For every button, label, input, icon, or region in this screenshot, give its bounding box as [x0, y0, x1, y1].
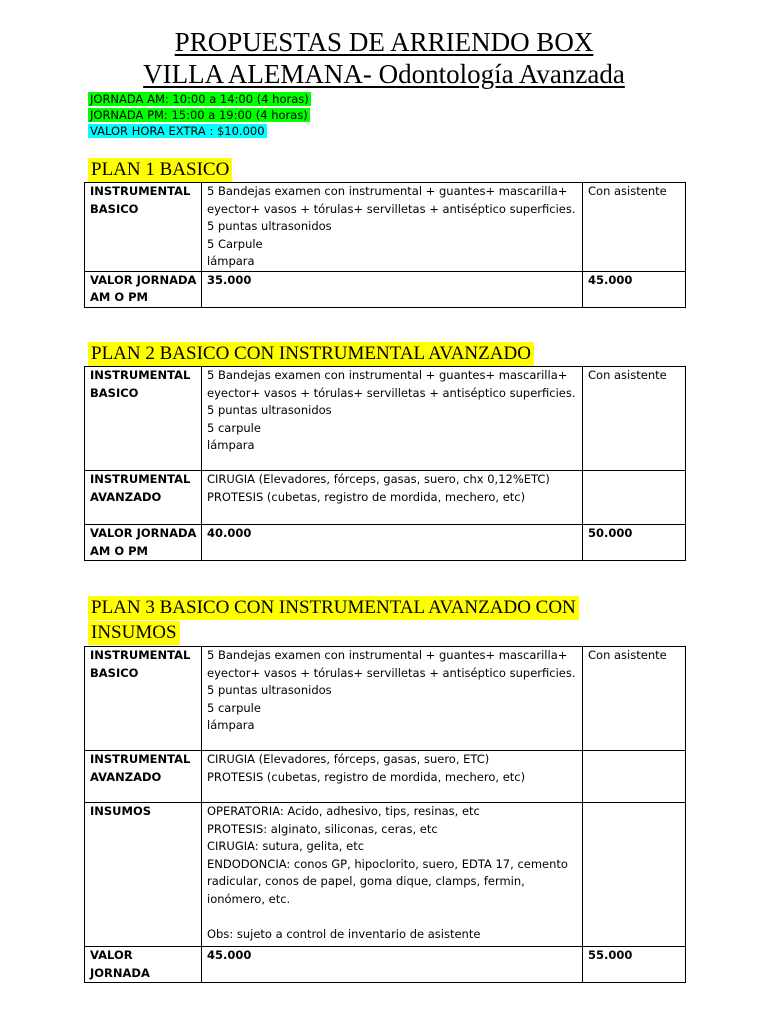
row-label: VALOR JORNADA AM O PM: [85, 271, 202, 307]
table-row: [85, 367, 686, 471]
plan2-table: [84, 366, 686, 561]
document-title-line1: PROPUESTAS DE ARRIENDO BOX: [174, 27, 594, 57]
valor-jornada: 40.000: [202, 525, 583, 561]
con-asistente-header: Con asistente: [583, 183, 686, 272]
row-label: INSTRUMENTAL AVANZADO: [85, 751, 202, 803]
table-row: [85, 803, 686, 947]
row-label: INSTRUMENTAL AVANZADO: [85, 471, 202, 525]
jornada-pm: JORNADA PM: 15:00 a 19:00 (4 horas): [90, 108, 308, 122]
empty-cell: [583, 803, 686, 947]
row-description: CIRUGIA (Elevadores, fórceps, gasas, suero, ETC) PROTESIS (cubetas, registro de mordida, mechero, etc): [202, 751, 583, 803]
plan1-title: PLAN 1 BASICO: [88, 158, 232, 182]
plan3-title-line1: PLAN 3 BASICO CON INSTRUMENTAL AVANZADO CON: [88, 596, 579, 620]
table-row: [85, 947, 686, 983]
row-label: INSUMOS: [85, 803, 202, 947]
empty-cell: [583, 471, 686, 525]
row-description: 5 Bandejas examen con instrumental + guantes+ mascarilla+ eyector+ vasos + tórulas+ servilletas + antiséptico superficies. 5 puntas ultrasonidos 5 carpule lámpara: [202, 367, 583, 471]
plan1-table: [84, 182, 686, 308]
row-label: INSTRUMENTAL BASICO: [85, 647, 202, 751]
con-asistente-header: Con asistente: [583, 647, 686, 751]
table-row: [85, 525, 686, 561]
row-description: OPERATORIA: Acido, adhesivo, tips, resinas, etc PROTESIS: alginato, siliconas, ceras, etc CIRUGIA: sutura, gelita, etc ENDODONCIA: conos GP, hipoclorito, suero, EDTA 17, cemento radicular, conos de papel, goma dique, clamps, fermin, ionómero, etc. Obs: sujeto a control de inventario de asistente: [202, 803, 583, 947]
valor-hora-extra: VALOR HORA EXTRA : $10.000: [90, 124, 265, 138]
empty-cell: [583, 751, 686, 803]
valor-jornada: 35.000: [202, 271, 583, 307]
row-label: VALOR JORNADA AM O PM: [85, 525, 202, 561]
document-title-line2: VILLA ALEMANA- Odontología Avanzada: [143, 59, 625, 89]
valor-jornada: 45.000: [202, 947, 583, 983]
row-description: 5 Bandejas examen con instrumental + guantes+ mascarilla+ eyector+ vasos + tórulas+ servilletas + antiséptico superficies. 5 puntas ultrasonidos 5 carpule lámpara: [202, 647, 583, 751]
table-row: [85, 183, 686, 272]
table-row: [85, 271, 686, 307]
valor-con-asistente: 55.000: [583, 947, 686, 983]
row-description: 5 Bandejas examen con instrumental + guantes+ mascarilla+ eyector+ vasos + tórulas+ servilletas + antiséptico superficies. 5 puntas ultrasonidos 5 Carpule lámpara: [202, 183, 583, 272]
row-label: INSTRUMENTAL BASICO: [85, 367, 202, 471]
table-row: [85, 751, 686, 803]
table-row: [85, 471, 686, 525]
row-description: CIRUGIA (Elevadores, fórceps, gasas, suero, chx 0,12%ETC) PROTESIS (cubetas, registro de mordida, mechero, etc): [202, 471, 583, 525]
plan3-title-line2: INSUMOS: [88, 621, 180, 645]
valor-con-asistente: 50.000: [583, 525, 686, 561]
plan3-table: [84, 646, 686, 983]
valor-con-asistente: 45.000: [583, 271, 686, 307]
plan2-title: PLAN 2 BASICO CON INSTRUMENTAL AVANZADO: [88, 342, 534, 366]
row-label: INSTRUMENTAL BASICO: [85, 183, 202, 272]
table-row: [85, 647, 686, 751]
jornada-am: JORNADA AM: 10:00 a 14:00 (4 horas): [90, 92, 309, 106]
row-label: VALOR JORNADA: [85, 947, 202, 983]
con-asistente-header: Con asistente: [583, 367, 686, 471]
